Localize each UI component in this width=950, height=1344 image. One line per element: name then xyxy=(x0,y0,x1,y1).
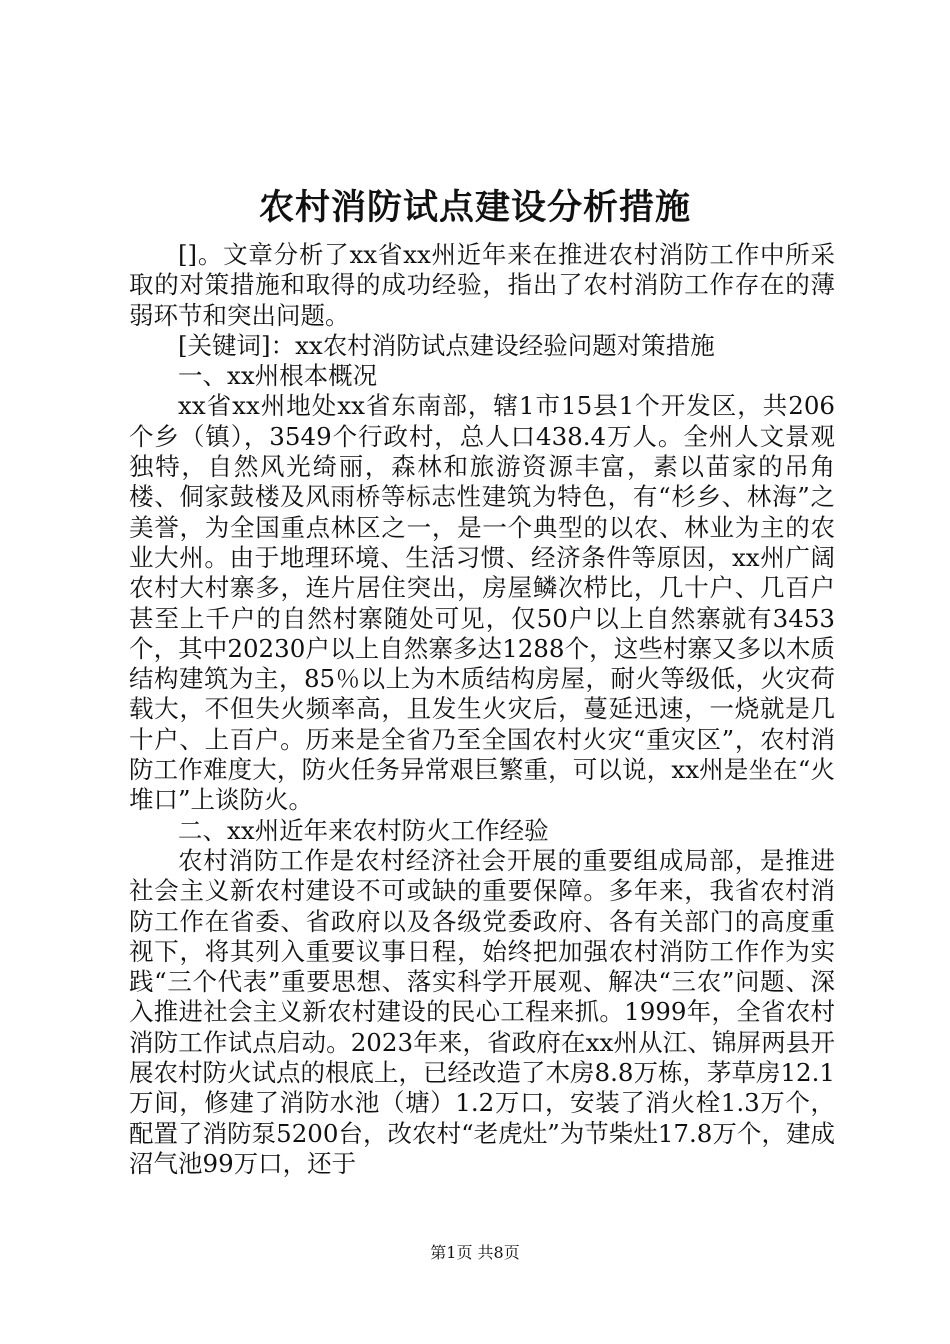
section-heading-1: 一、xx州根本概况 xyxy=(178,361,378,391)
section-heading-2: 二、xx州近年来农村防火工作经验 xyxy=(178,815,549,845)
keywords-paragraph: [关键词]：xx农村消防试点建设经验问题对策措施 xyxy=(178,330,715,360)
document-body xyxy=(129,240,835,1179)
document-title: 农村消防试点建设分析措施 xyxy=(258,187,691,228)
section-1-paragraph: xx省xx州地处xx省东南部，辖1市15县1个开发区，共206个乡（镇），3549个行政村，总人口438.4万人。全州人文景观独特，自然风光绮丽，森林和旅游资源丰富，素以苗家的吊角楼、侗家鼓楼及风雨桥等标志性建筑为特色，有“杉乡、林海”之美誉，为全国重点林区之一，是一个典型的以农、林业为主的农业大州。由于地理环境、生活习惯、经济条件等原因，xx州广阔农村大村寨多，连片居住突出，房屋鳞次栉比，几十户、几百户甚至上千户的自然村寨随处可见，仅50户以上自然寨就有3453个，其中20230户以上自然寨多达1288个，这些村寨又多以木质结构建筑为主，85％以上为木质结构房屋，耐火等级低，火灾荷载大，不但失火频率高，且发生火灾后，蔓延迅速，一烧就是几十户、上百户。历来是全省乃至全国农村火灾“重灾区”，农村消防工作难度大，防火任务异常艰巨繁重，可以说，xx州是坐在“火堆口”上谈防火。 xyxy=(129,391,835,815)
abstract-paragraph: []。文章分析了xx省xx州近年来在推进农村消防工作中所采取的对策措施和取得的成功经验，指出了农村消防工作存在的薄弱环节和突出问题。 xyxy=(129,240,835,330)
page-footer: 第1页 共8页 xyxy=(430,1243,520,1262)
section-2-paragraph: 农村消防工作是农村经济社会开展的重要组成局部，是推进社会主义新农村建设不可或缺的重要保障。多年来，我省农村消防工作在省委、省政府以及各级党委政府、各有关部门的高度重视下，将其列入重要议事日程，始终把加强农村消防工作作为实践“三个代表”重要思想、落实科学开展观、解决“三农”问题、深入推进社会主义新农村建设的民心工程来抓。1999年，全省农村消防工作试点启动。2023年来，省政府在xx州从江、锦屏两县开展农村防火试点的根底上，已经改造了木房8.8万栋，茅草房12.1万间，修建了消防水池（塘）1.2万口，安装了消火栓1.3万个，配置了消防泵5200台，改农村“老虎灶”为节柴灶17.8万个，建成沼气池99万口，还于 xyxy=(129,845,836,1178)
